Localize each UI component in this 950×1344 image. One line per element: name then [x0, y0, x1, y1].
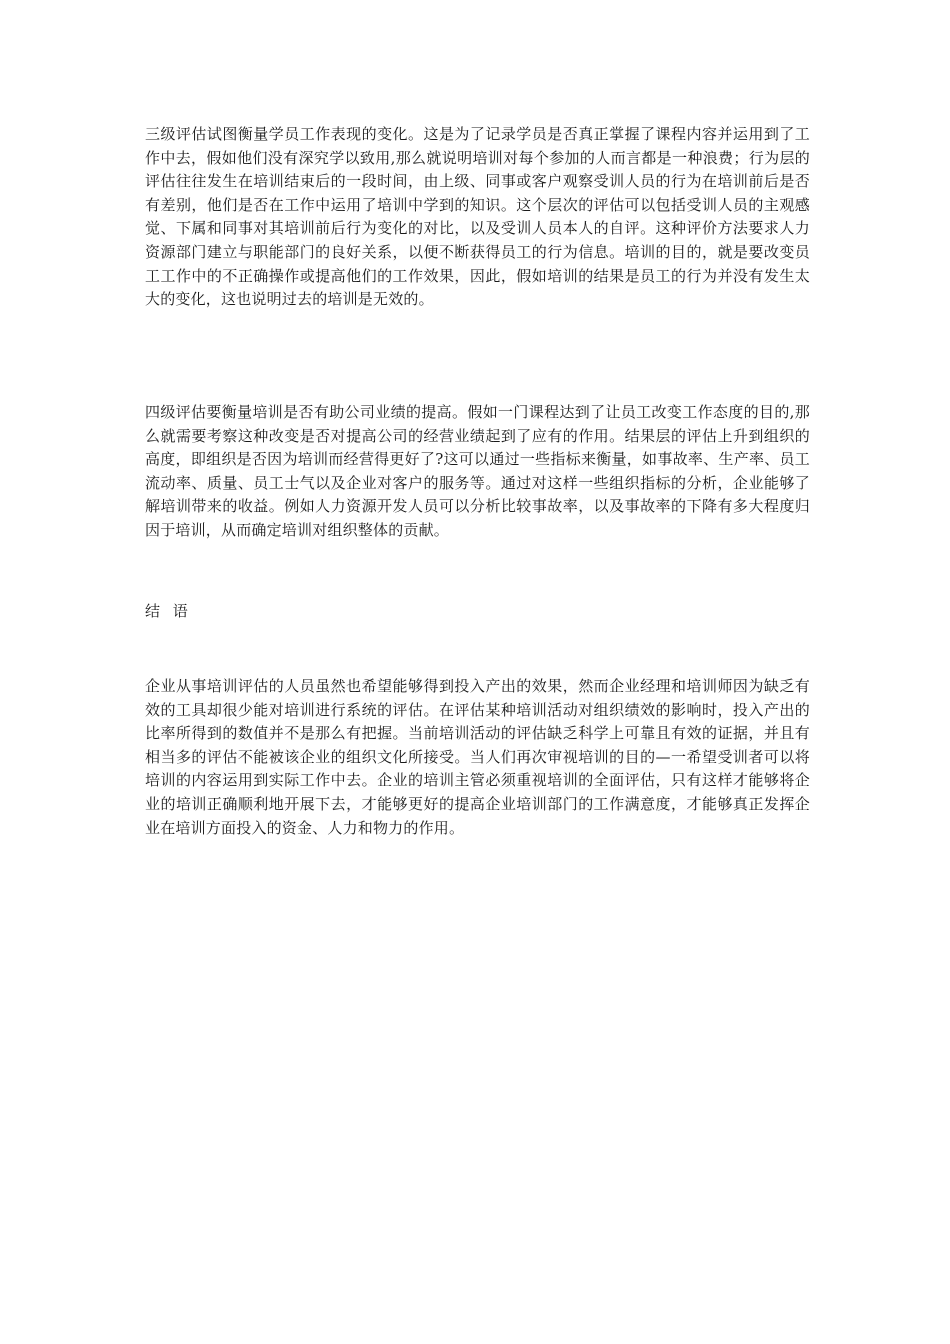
paragraph-conclusion: 企业从事培训评估的人员虽然也希望能够得到投入产出的效果，然而企业经理和培训师因为缺乏有效的工具却很少能对培训进行系统的评估。在评估某种培训活动对组织绩效的影响时，投入产出的比率所得到的数值并不是那么有把握。当前培训活动的评估缺乏科学上可靠且有效的证据，并且有相当多的评估不能被该企业的组织文化所接受。当人们再次审视培训的目的—一希望受训者可以将培训的内容运用到实际工作中去。企业的培训主管必须重视培训的全面评估，只有这样才能够将企业的培训正确顺利地开展下去，才能够更好的提高企业培训部门的工作满意度，才能够真正发挥企业在培训方面投入的资金、人力和物力的作用。 — [145, 677, 810, 837]
section-heading-conclusion: 结 语 — [145, 602, 192, 620]
paragraph-level-four-evaluation: 四级评估要衡量培训是否有助公司业绩的提高。假如一门课程达到了让员工改变工作态度的目的,那么就需要考察这种改变是否对提高公司的经营业绩起到了应有的作用。结果层的评估上升到组织的高度，即组织是否因为培训而经营得更好了?这可以通过一些指标来衡量，如事故率、生产率、员工流动率、质量、员工士气以及企业对客户的服务等。通过对这样一些组织指标的分析，企业能够了解培训带来的收益。例如人力资源开发人员可以分析比较事故率，以及事故率的下降有多大程度归因于培训，从而确定培训对组织整体的贡献。 — [145, 403, 810, 539]
paragraph-level-three-evaluation: 三级评估试图衡量学员工作表现的变化。这是为了记录学员是否真正掌握了课程内容并运用到了工作中去，假如他们没有深究学以致用,那么就说明培训对每个参加的人而言都是一种浪费；行为层的评估往往发生在培训结束后的一段时间，由上级、同事或客户观察受训人员的行为在培训前后是否有差别，他们是否在工作中运用了培训中学到的知识。这个层次的评估可以包括受训人员的主观感觉、下属和同事对其培训前后行为变化的对比，以及受训人员本人的自评。这种评价方法要求人力资源部门建立与职能部门的良好关系，以便不断获得员工的行为信息。培训的目的，就是要改变员工工作中的不正确操作或提高他们的工作效果，因此，假如培训的结果是员工的行为并没有发生太大的变化，这也说明过去的培训是无效的。 — [145, 125, 810, 309]
